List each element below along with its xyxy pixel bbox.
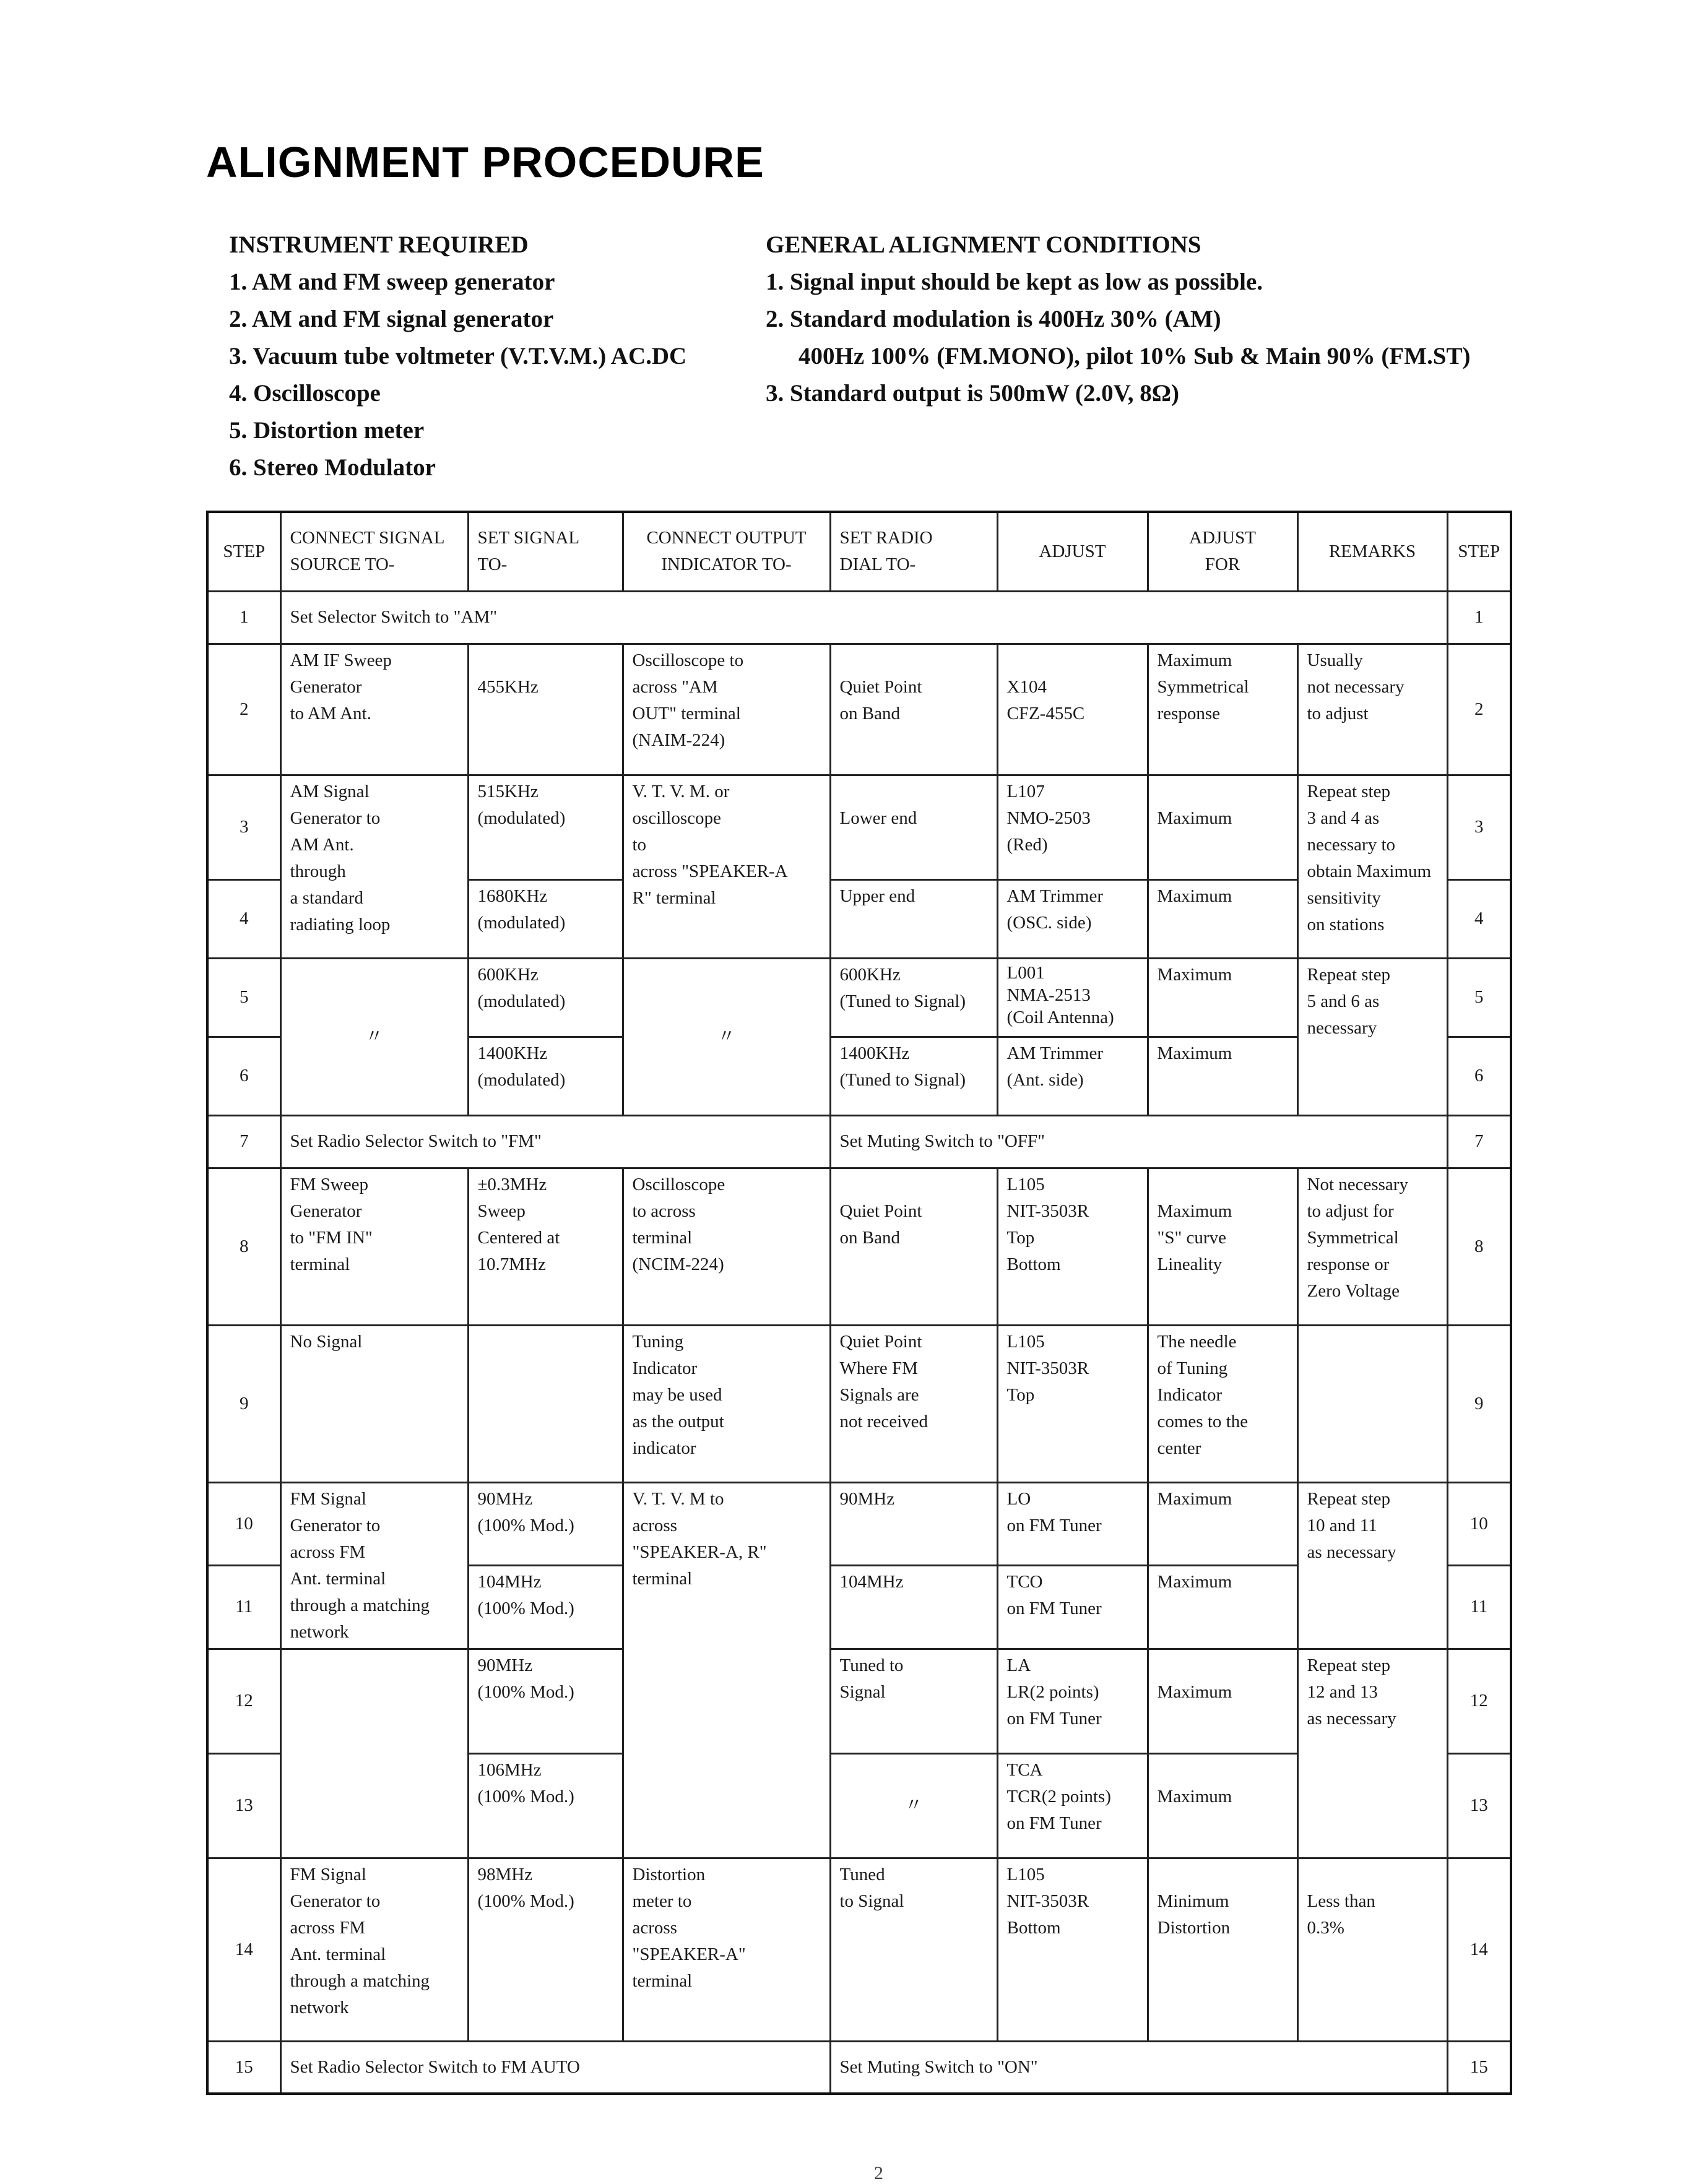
adjust-for-cell: Maximum [1148, 1649, 1297, 1753]
page-number: 2 [874, 2163, 883, 2183]
table-header-row [207, 512, 1511, 591]
adjust-for-cell: Maximum [1148, 958, 1297, 1037]
adjust-cell: L105 NIT-3503R Top [997, 1325, 1148, 1482]
adjust-for-cell: Maximum [1148, 1037, 1297, 1115]
signal-cell: 104MHz (100% Mod.) [468, 1566, 623, 1649]
source-cell-empty [280, 1649, 468, 1858]
step-number: 5 [207, 958, 280, 1037]
table-row [207, 1482, 1511, 1566]
ditto-mark: 〃 [280, 958, 468, 1115]
signal-cell: 98MHz (100% Mod.) [468, 1858, 623, 2041]
source-cell: FM Signal Generator to across FM Ant. terminal through a matching network [280, 1858, 468, 2041]
step-number: 13 [207, 1753, 280, 1858]
dial-cell: Upper end [830, 879, 997, 958]
instruction-cell: Set Muting Switch to "OFF" [830, 1115, 1447, 1168]
adjust-cell: X104 CFZ-455C [997, 644, 1148, 775]
source-cell: AM Signal Generator to AM Ant. through a standard radiating loop [280, 775, 468, 958]
table-row [207, 591, 1511, 644]
table-row [207, 1325, 1511, 1482]
instruction-cell: Set Muting Switch to "ON" [830, 2041, 1447, 2094]
step-number: 3 [207, 775, 280, 879]
signal-cell: 90MHz (100% Mod.) [468, 1649, 623, 1753]
ditto-mark: 〃 [830, 1753, 997, 1858]
dial-cell: 104MHz [830, 1566, 997, 1649]
instrument-item: 1. AM and FM sweep generator [229, 269, 555, 295]
step-number: 12 [207, 1649, 280, 1753]
instrument-item: 5. Distortion meter [229, 417, 425, 444]
remarks-cell: Not necessary to adjust for Symmetrical response or Zero Voltage [1297, 1168, 1447, 1325]
dial-cell: Quiet Point Where FM Signals are not received [830, 1325, 997, 1482]
remarks-cell: Repeat step 12 and 13 as necessary [1297, 1649, 1447, 1858]
instruction-cell: Set Selector Switch to "AM" [280, 591, 1447, 644]
adjust-cell: AM Trimmer (OSC. side) [997, 879, 1148, 958]
table-row [207, 775, 1511, 879]
header-signal: SET SIGNAL TO- [468, 512, 623, 591]
adjust-for-cell: Maximum [1148, 1482, 1297, 1566]
instruments-required-section [229, 227, 686, 486]
remarks-cell: Repeat step 10 and 11 as necessary [1297, 1482, 1447, 1649]
adjust-cell: TCA TCR(2 points) on FM Tuner [997, 1753, 1148, 1858]
output-cell: Oscilloscope to across terminal (NCIM-224) [623, 1168, 830, 1325]
condition-item: 1. Signal input should be kept as low as possible. [766, 269, 1263, 295]
table-row [207, 1858, 1511, 2041]
header-adjust-for: ADJUST FOR [1148, 512, 1297, 591]
step-number-right: 3 [1447, 775, 1511, 879]
signal-cell: 600KHz (modulated) [468, 958, 623, 1037]
instrument-item: 6. Stereo Modulator [229, 454, 436, 481]
step-number-right: 13 [1447, 1753, 1511, 1858]
header-output: CONNECT OUTPUT INDICATOR TO- [623, 512, 830, 591]
step-number-right: 2 [1447, 644, 1511, 775]
signal-cell: 106MHz (100% Mod.) [468, 1753, 623, 1858]
source-cell: FM Signal Generator to across FM Ant. terminal through a matching network [280, 1482, 468, 1649]
step-number-right: 6 [1447, 1037, 1511, 1115]
step-number-right: 4 [1447, 879, 1511, 958]
output-cell: Distortion meter to across "SPEAKER-A" terminal [623, 1858, 830, 2041]
step-number: 8 [207, 1168, 280, 1325]
remarks-cell [1297, 1325, 1447, 1482]
page-title: ALIGNMENT PROCEDURE [206, 138, 764, 186]
adjust-cell: LO on FM Tuner [997, 1482, 1148, 1566]
step-number: 4 [207, 879, 280, 958]
dial-cell: 1400KHz (Tuned to Signal) [830, 1037, 997, 1115]
table-row [207, 1115, 1511, 1168]
adjust-cell: TCO on FM Tuner [997, 1566, 1148, 1649]
adjust-for-cell: The needle of Tuning Indicator comes to the center [1148, 1325, 1297, 1482]
condition-item: 3. Standard output is 500mW (2.0V, 8Ω) [766, 380, 1179, 407]
signal-cell: 1680KHz (modulated) [468, 879, 623, 958]
adjust-for-cell: Maximum [1148, 1753, 1297, 1858]
step-number: 10 [207, 1482, 280, 1566]
adjust-for-cell: Maximum [1148, 1566, 1297, 1649]
step-number-right: 12 [1447, 1649, 1511, 1753]
dial-cell: 600KHz (Tuned to Signal) [830, 958, 997, 1037]
adjust-cell: L105 NIT-3503R Bottom [997, 1858, 1148, 2041]
remarks-cell: Repeat step 5 and 6 as necessary [1297, 958, 1447, 1115]
header-adjust: ADJUST [997, 512, 1148, 591]
instrument-item: 2. AM and FM signal generator [229, 306, 554, 332]
source-cell: AM IF Sweep Generator to AM Ant. [280, 644, 468, 775]
header-remarks: REMARKS [1297, 512, 1447, 591]
instrument-item: 3. Vacuum tube voltmeter (V.T.V.M.) AC.DC [229, 343, 687, 369]
remarks-cell: Usually not necessary to adjust [1297, 644, 1447, 775]
adjust-for-cell: Maximum [1148, 775, 1297, 879]
step-number-right: 5 [1447, 958, 1511, 1037]
dial-cell: 90MHz [830, 1482, 997, 1566]
step-number-right: 1 [1447, 591, 1511, 644]
step-number-right: 10 [1447, 1482, 1511, 1566]
signal-cell: ±0.3MHz Sweep Centered at 10.7MHz [468, 1168, 623, 1325]
instruments-heading: INSTRUMENT REQUIRED [229, 231, 529, 258]
step-number: 1 [207, 591, 280, 644]
table-row [207, 644, 1511, 775]
source-cell: No Signal [280, 1325, 468, 1482]
dial-cell: Lower end [830, 775, 997, 879]
step-number: 11 [207, 1566, 280, 1649]
condition-item-continued: 400Hz 100% (FM.MONO), pilot 10% Sub & Main 90% (FM.ST) [799, 343, 1471, 369]
step-number: 2 [207, 644, 280, 775]
step-number: 7 [207, 1115, 280, 1168]
step-number-right: 9 [1447, 1325, 1511, 1482]
adjust-for-cell: Maximum Symmetrical response [1148, 644, 1297, 775]
signal-cell: 90MHz (100% Mod.) [468, 1482, 623, 1566]
dial-cell: Quiet Point on Band [830, 1168, 997, 1325]
header-step: STEP [207, 512, 280, 591]
step-number: 14 [207, 1858, 280, 2041]
instruction-cell: Set Radio Selector Switch to FM AUTO [280, 2041, 830, 2094]
header-source: CONNECT SIGNAL SOURCE TO- [280, 512, 468, 591]
remarks-cell: Repeat step 3 and 4 as necessary to obtain Maximum sensitivity on stations [1297, 775, 1447, 958]
step-number-right: 15 [1447, 2041, 1511, 2094]
adjust-for-cell: Maximum [1148, 879, 1297, 958]
conditions-heading: GENERAL ALIGNMENT CONDITIONS [766, 231, 1201, 258]
adjust-cell: L107 NMO-2503 (Red) [997, 775, 1148, 879]
source-cell: FM Sweep Generator to "FM IN" terminal [280, 1168, 468, 1325]
step-number: 9 [207, 1325, 280, 1482]
instrument-item: 4. Oscilloscope [229, 380, 381, 407]
output-cell: Tuning Indicator may be used as the output indicator [623, 1325, 830, 1482]
table-row [207, 958, 1511, 1037]
signal-cell: 1400KHz (modulated) [468, 1037, 623, 1115]
adjust-cell: L001 NMA-2513 (Coil Antenna) [997, 958, 1148, 1037]
step-number-right: 7 [1447, 1115, 1511, 1168]
header-dial: SET RADIO DIAL TO- [830, 512, 997, 591]
step-number: 15 [207, 2041, 280, 2094]
dial-cell: Tuned to Signal [830, 1649, 997, 1753]
remarks-cell: Less than 0.3% [1297, 1858, 1447, 2041]
alignment-table [206, 511, 1512, 2095]
dial-cell: Tuned to Signal [830, 1858, 997, 2041]
adjust-for-cell: Maximum "S" curve Lineality [1148, 1168, 1297, 1325]
output-cell: Oscilloscope to across "AM OUT" terminal (NAIM-224) [623, 644, 830, 775]
step-number-right: 8 [1447, 1168, 1511, 1325]
adjust-cell: LA LR(2 points) on FM Tuner [997, 1649, 1148, 1753]
adjust-cell: AM Trimmer (Ant. side) [997, 1037, 1148, 1115]
alignment-conditions-section [766, 227, 1470, 412]
signal-cell: 515KHz (modulated) [468, 775, 623, 879]
signal-cell: 455KHz [468, 644, 623, 775]
step-number: 6 [207, 1037, 280, 1115]
dial-cell: Quiet Point on Band [830, 644, 997, 775]
adjust-cell: L105 NIT-3503R Top Bottom [997, 1168, 1148, 1325]
step-number-right: 14 [1447, 1858, 1511, 2041]
table-row [207, 2041, 1511, 2094]
signal-cell [468, 1325, 623, 1482]
table-row [207, 1168, 1511, 1325]
output-cell: V. T. V. M. or oscilloscope to across "SPEAKER-A R" terminal [623, 775, 830, 958]
condition-item: 2. Standard modulation is 400Hz 30% (AM) [766, 306, 1221, 332]
step-number-right: 11 [1447, 1566, 1511, 1649]
header-step-right: STEP [1447, 512, 1511, 591]
instruction-cell: Set Radio Selector Switch to "FM" [280, 1115, 830, 1168]
table-row [207, 1649, 1511, 1753]
ditto-mark: 〃 [623, 958, 830, 1115]
output-cell: V. T. V. M to across "SPEAKER-A, R" terminal [623, 1482, 830, 1858]
adjust-for-cell: Minimum Distortion [1148, 1858, 1297, 2041]
